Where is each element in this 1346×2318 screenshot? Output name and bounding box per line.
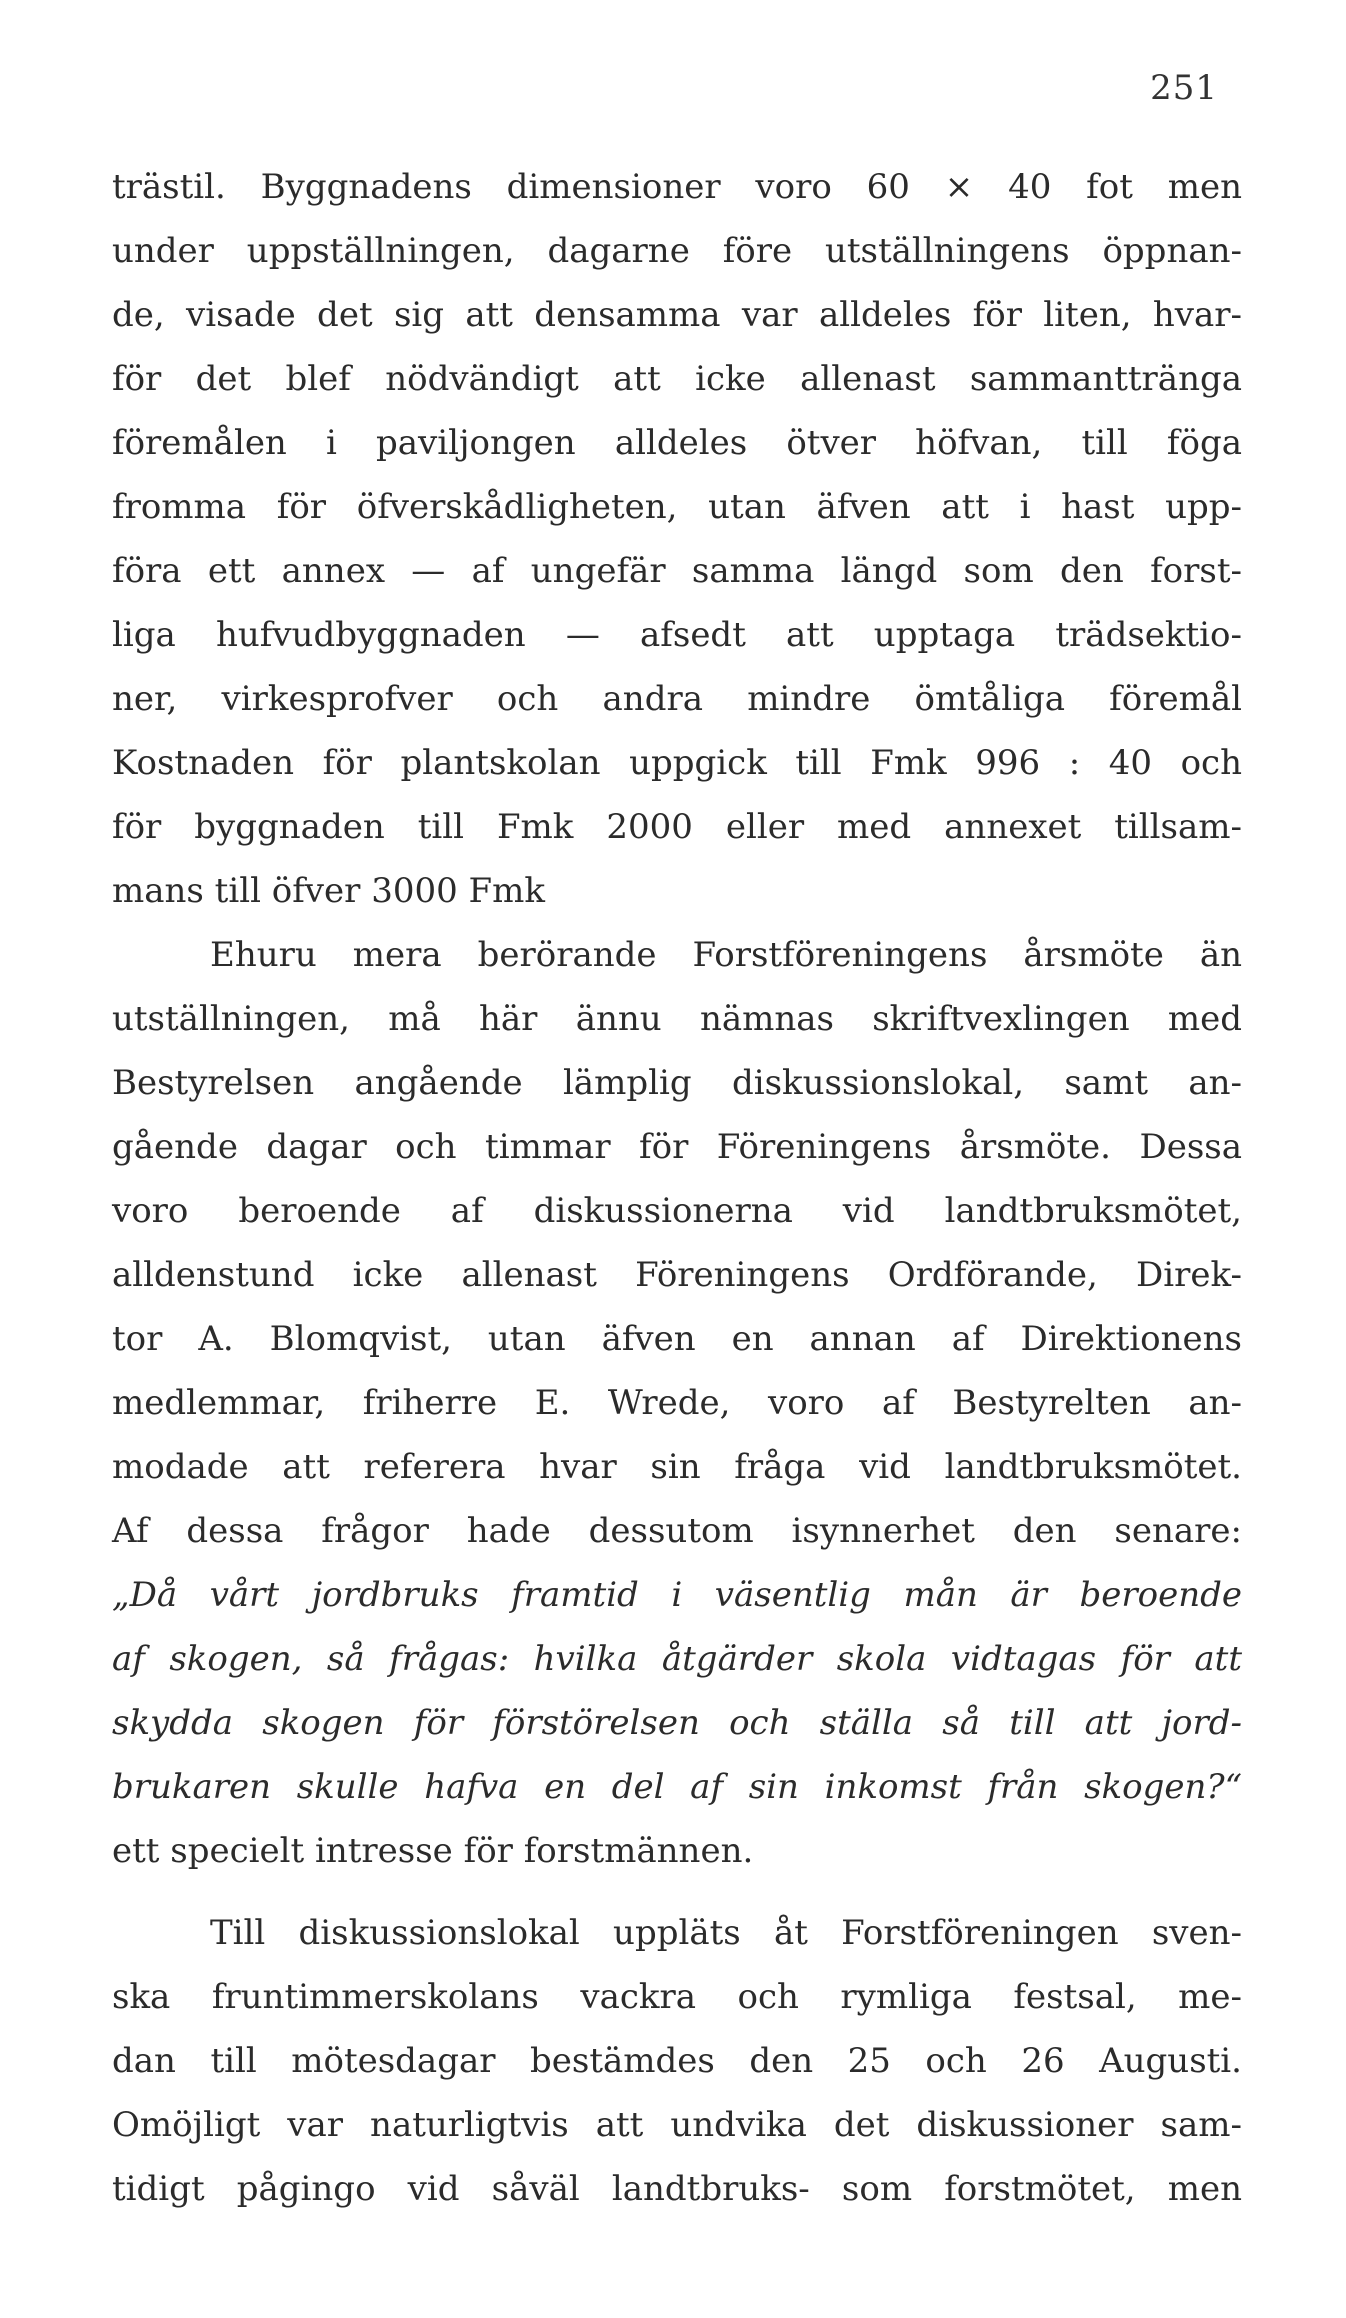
text-line: de, visade det sig att densamma var alldeles för liten, hvar-: [112, 295, 1242, 335]
text-line: alldenstund icke allenast Föreningens Ordförande, Direk-: [112, 1255, 1242, 1295]
text-line: Kostnaden för plantskolan uppgick till Fmk 996 : 40 och: [112, 743, 1242, 783]
text-line: Bestyrelsen angående lämplig diskussionslokal, samt an-: [112, 1063, 1242, 1103]
text-line: Till diskussionslokal uppläts åt Forstföreningen sven-: [210, 1913, 1242, 1953]
italic-quote-line: brukaren skulle hafva en del af sin inkomst från skogen?“: [112, 1767, 1242, 1807]
text-line: ner, virkesprofver och andra mindre ömtåliga föremål: [112, 679, 1242, 719]
text-line: trästil. Byggnadens dimensioner voro 60 × 40 fot men: [112, 167, 1242, 207]
text-line: medlemmar, friherre E. Wrede, voro af Bestyrelten an-: [112, 1383, 1242, 1423]
text-line: Ehuru mera berörande Forstföreningens årsmöte än: [210, 935, 1242, 975]
text-line: gående dagar och timmar för Föreningens årsmöte. Dessa: [112, 1127, 1242, 1167]
page-number: 251: [1150, 68, 1218, 108]
text-line: liga hufvudbyggnaden — afsedt att upptaga trädsektio-: [112, 615, 1242, 655]
paragraph-1: [112, 155, 1242, 923]
text-line: för byggnaden till Fmk 2000 eller med annexet tillsam-: [112, 807, 1242, 847]
paragraph-2: [112, 923, 1242, 1883]
paragraph-3: [112, 1901, 1242, 2221]
text-line: Omöjligt var naturligtvis att undvika det diskussioner sam-: [112, 2105, 1242, 2145]
text-line: voro beroende af diskussionerna vid landtbruksmötet,: [112, 1191, 1242, 1231]
text-line: under uppställningen, dagarne före utställningens öppnan-: [112, 231, 1242, 271]
text-line: ska fruntimmerskolans vackra och rymliga festsal, me-: [112, 1977, 1242, 2017]
text-line: Af dessa frågor hade dessutom isynnerhet den senare:: [112, 1511, 1242, 1551]
text-line: mans till öfver 3000 Fmk: [112, 871, 545, 911]
text-line: dan till mötesdagar bestämdes den 25 och 26 Augusti.: [112, 2041, 1242, 2081]
italic-quote-line: „Då vårt jordbruks framtid i väsentlig mån är beroende: [112, 1575, 1242, 1615]
italic-quote-line: af skogen, så frågas: hvilka åtgärder skola vidtagas för att: [112, 1639, 1242, 1679]
text-line: utställningen, må här ännu nämnas skriftvexlingen med: [112, 999, 1242, 1039]
text-line: tidigt pågingo vid såväl landtbruks- som forstmötet, men: [112, 2169, 1242, 2209]
text-line: föremålen i paviljongen alldeles ötver höfvan, till föga: [112, 423, 1242, 463]
text-line: tor A. Blomqvist, utan äfven en annan af Direktionens: [112, 1319, 1242, 1359]
text-line: föra ett annex — af ungefär samma längd som den forst-: [112, 551, 1242, 591]
text-line: ett specielt intresse för forstmännen.: [112, 1831, 754, 1871]
text-line: modade att referera hvar sin fråga vid landtbruksmötet.: [112, 1447, 1242, 1487]
italic-quote-line: skydda skogen för förstörelsen och ställa så till att jord-: [112, 1703, 1242, 1743]
body-text: [112, 155, 1242, 2221]
text-line: för det blef nödvändigt att icke allenast sammanttränga: [112, 359, 1242, 399]
text-line: fromma för öfverskådligheten, utan äfven att i hast upp-: [112, 487, 1242, 527]
